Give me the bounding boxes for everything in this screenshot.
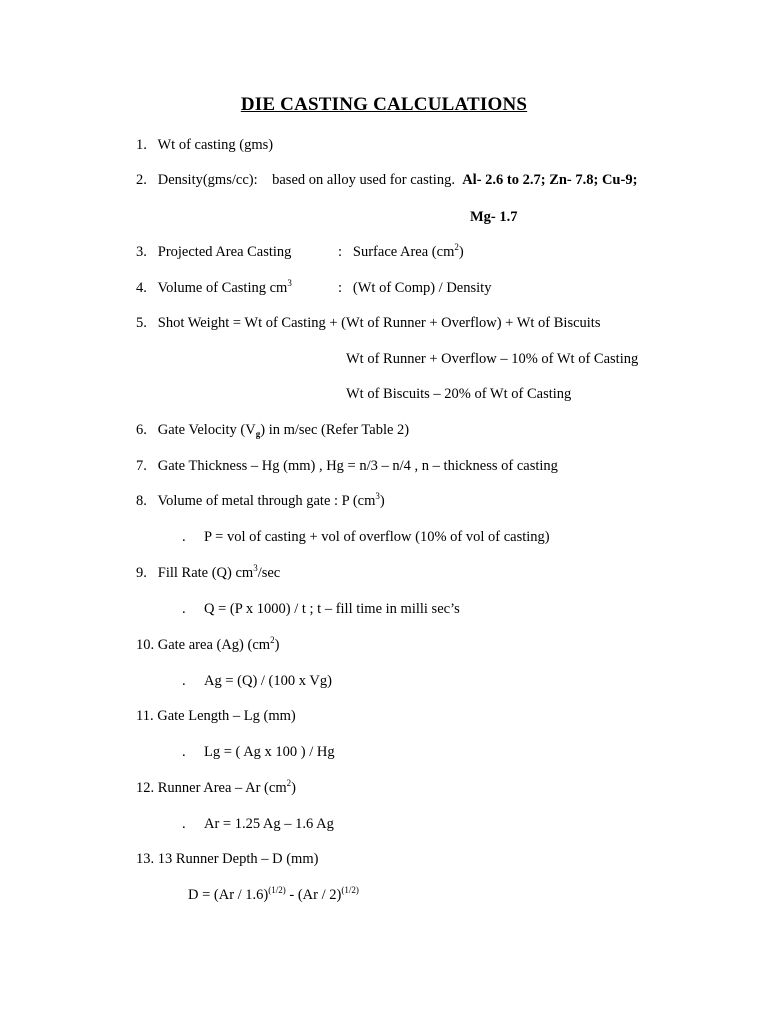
item-10	[136, 636, 279, 654]
item-text: Gate area (Ag) (cm	[157, 637, 271, 653]
bullet: .	[182, 601, 186, 617]
superscript: 2	[286, 778, 292, 788]
item-number: 8.	[136, 493, 147, 509]
item-2	[136, 171, 637, 189]
formula: P = vol of casting + vol of overflow (10% of vol of casting)	[204, 529, 550, 545]
item-10-formula	[182, 672, 332, 690]
item-text: Runner Area – Ar (cm	[157, 780, 287, 796]
separator: :	[338, 280, 343, 296]
alloy-values: Al- 2.6 to 2.7; Zn- 7.8; Cu-9;	[462, 172, 638, 188]
item-label: Volume of Casting cm	[157, 280, 288, 296]
bullet: .	[182, 673, 186, 689]
item-9	[136, 564, 280, 582]
separator: :	[338, 244, 343, 260]
item-9-formula	[182, 600, 460, 618]
item-number: 6.	[136, 422, 147, 438]
density-label: Density(gms/cc):	[157, 172, 258, 188]
item-12	[136, 779, 296, 797]
item-1	[136, 136, 273, 154]
item-value: Surface Area (cm	[352, 244, 455, 260]
item-4	[136, 279, 292, 297]
exponent: (1/2)	[341, 885, 359, 895]
item-text: Wt of casting (gms)	[157, 137, 274, 153]
close-paren: )	[458, 244, 464, 260]
alloy-values-cont: Mg- 1.7	[470, 209, 518, 225]
item-3-value	[338, 243, 464, 261]
item-5-sub1: Wt of Runner + Overflow – 10% of Wt of Casting	[346, 351, 639, 367]
superscript: 2	[454, 242, 459, 252]
item-number: 5.	[136, 315, 147, 331]
item-text-end: ) in m/sec (Refer Table 2)	[260, 422, 410, 438]
item-number: 3.	[136, 244, 147, 260]
item-13	[136, 850, 318, 868]
bullet: .	[182, 529, 186, 545]
item-5	[136, 314, 600, 332]
item-number: 2.	[136, 172, 147, 188]
item-number: 9.	[136, 565, 147, 581]
item-8	[136, 492, 385, 510]
item-value: (Wt of Comp) / Density	[352, 280, 492, 296]
page-title: DIE CASTING CALCULATIONS	[240, 94, 528, 115]
item-text: Fill Rate (Q) cm	[157, 565, 254, 581]
item-text: Gate Length – Lg (mm)	[157, 708, 296, 724]
bullet: .	[182, 744, 186, 760]
item-4-value	[338, 279, 491, 297]
item-text: Gate Velocity (V	[157, 422, 256, 438]
close-paren: )	[291, 780, 296, 796]
item-number: 11.	[136, 708, 154, 724]
formula-part: - (Ar / 2)	[285, 887, 342, 903]
item-number: 4.	[136, 280, 147, 296]
formula: Ag = (Q) / (100 x Vg)	[204, 673, 332, 689]
item-text-end: /sec	[257, 565, 281, 581]
item-text: Shot Weight = Wt of Casting + (Wt of Runner + Overflow) + Wt of Biscuits	[157, 315, 601, 331]
item-6	[136, 421, 409, 439]
close-paren: )	[379, 493, 385, 509]
item-text: 13 Runner Depth – D (mm)	[157, 851, 319, 867]
formula: Ar = 1.25 Ag – 1.6 Ag	[204, 816, 334, 832]
item-7	[136, 457, 558, 475]
close-paren: )	[274, 637, 280, 653]
item-13-formula	[188, 886, 359, 904]
bullet: .	[182, 816, 186, 832]
subscript: g	[255, 429, 261, 439]
item-12-formula	[182, 815, 334, 833]
item-11-formula	[182, 743, 335, 761]
superscript: 3	[253, 563, 258, 573]
superscript: 3	[375, 491, 380, 501]
item-number: 7.	[136, 458, 147, 474]
superscript: 2	[270, 635, 275, 645]
formula: Q = (P x 1000) / t ; t – fill time in milli sec’s	[204, 601, 460, 617]
item-text: Volume of metal through gate : P (cm	[157, 493, 376, 509]
item-11	[136, 707, 296, 725]
item-5-sub2: Wt of Biscuits – 20% of Wt of Casting	[346, 386, 572, 402]
formula-part: D = (Ar / 1.6)	[188, 887, 269, 903]
item-3	[136, 243, 291, 261]
item-number: 12.	[136, 780, 155, 796]
item-number: 13.	[136, 851, 155, 867]
item-text: Gate Thickness – Hg (mm) , Hg = n/3 – n/4 , n – thickness of casting	[157, 458, 558, 474]
superscript: 3	[287, 278, 292, 288]
item-number: 10.	[136, 637, 155, 653]
item-number: 1.	[136, 137, 147, 153]
density-desc: based on alloy used for casting.	[272, 172, 455, 188]
exponent: (1/2)	[268, 885, 286, 895]
item-8-formula	[182, 528, 550, 546]
formula: Lg = ( Ag x 100 ) / Hg	[204, 744, 335, 760]
item-label: Projected Area Casting	[157, 244, 292, 260]
